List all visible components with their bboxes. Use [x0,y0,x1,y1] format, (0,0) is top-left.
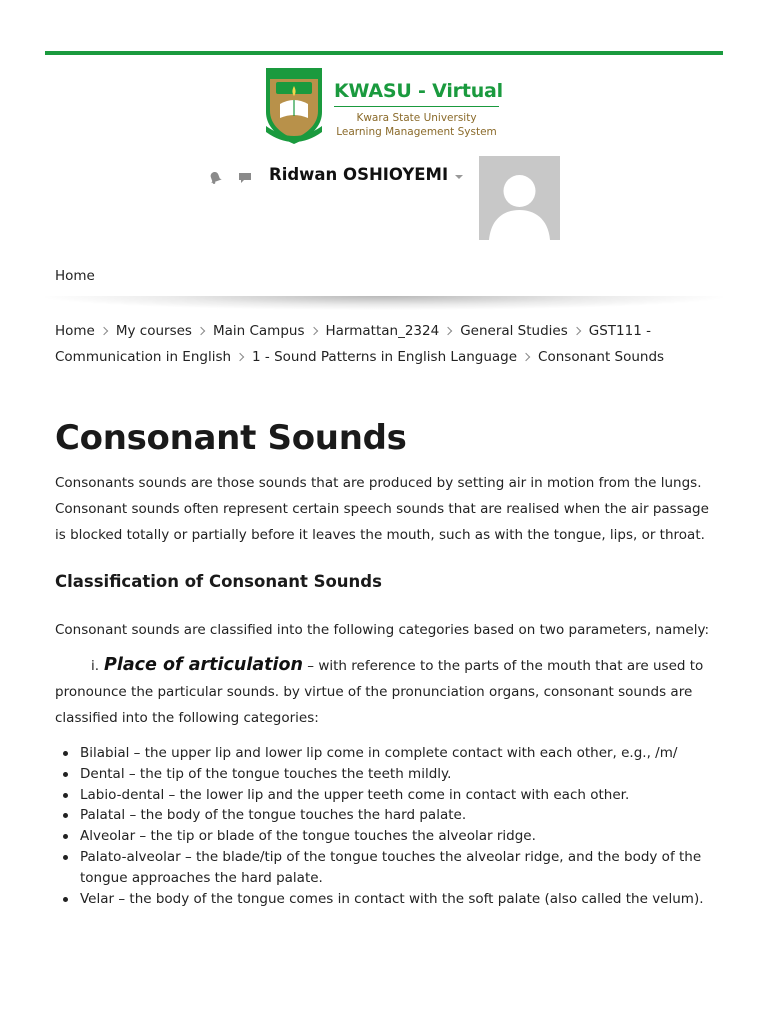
section-intro: Consonant sounds are classified into the following categories based on two parameters, namely: [55,622,710,638]
item-term: Place of articulation [104,655,303,675]
brand-divider [334,106,499,107]
intro-paragraph: Consonants sounds are those sounds that are produced by setting air in motion from the lungs. Consonant sounds often represent certain speech sounds that are realised when the air passage is blocked totally or partially before it leaves the mouth, such as with the tongue, lips, or throat. [55,475,709,543]
breadcrumb-item[interactable]: 1 - Sound Patterns in English Language [252,349,518,365]
articulation-categories-list [63,743,723,909]
list-item: Labio-dental – the lower lip and the upper teeth come in contact with each other. [63,785,723,806]
chevron-right-icon [100,327,108,335]
user-menu [205,156,565,242]
top-accent-bar [45,51,723,55]
nav-divider [45,296,723,310]
brand-subtitle-line2: Learning Management System [336,126,497,138]
brand-title: KWASU - Virtual [334,80,503,102]
item-numeral: i. [90,658,99,674]
bell-icon[interactable] [208,170,222,184]
chevron-right-icon [522,353,530,361]
chevron-right-icon [444,327,452,335]
brand-subtitle-line1: Kwara State University [356,112,477,124]
item-description: – with reference to the parts of the mouth that are used to pronounce the particular sounds. by virtue of the pronunciation organs, consonant sounds are classified into the following categories: [55,658,704,726]
breadcrumb-item[interactable]: Main Campus [212,323,305,339]
list-item: Dental – the tip of the tongue touches the teeth mildly. [63,764,723,785]
list-item: Palato-alveolar – the blade/tip of the tongue touches the alveolar ridge, and the body of the tongue approaches the hard palate. [63,847,723,889]
list-item: Velar – the body of the tongue comes in contact with the soft palate (also called the velum). [63,889,723,910]
chevron-right-icon [309,327,317,335]
chat-icon[interactable] [238,171,252,185]
chevron-right-icon [573,327,581,335]
list-item: Alveolar – the tip or blade of the tongue touches the alveolar ridge. [63,826,723,847]
nav-home-link[interactable]: Home [55,268,95,284]
breadcrumb-item[interactable]: My courses [115,323,192,339]
chevron-right-icon [236,353,244,361]
site-logo[interactable] [262,66,512,148]
list-item: Bilabial – the upper lip and lower lip come in complete contact with each other, e.g., /m/ [63,743,723,764]
page-title: Consonant Sounds [55,418,407,458]
list-item-place-of-articulation [55,652,725,731]
breadcrumb-item[interactable]: General Studies [460,323,568,339]
avatar[interactable] [479,156,560,240]
breadcrumb-item[interactable]: Home [55,323,95,339]
breadcrumb [55,318,725,370]
breadcrumb-item: Consonant Sounds [538,349,665,365]
chevron-right-icon [197,327,205,335]
list-item: Palatal – the body of the tongue touches the hard palate. [63,805,723,826]
kwasu-crest-logo [262,66,326,148]
user-name[interactable]: Ridwan OSHIOYEMI [269,165,449,184]
breadcrumb-item[interactable]: Harmattan_2324 [325,323,440,339]
section-heading: Classification of Consonant Sounds [55,572,382,591]
chevron-down-icon[interactable] [455,175,463,179]
user-silhouette-icon [479,156,560,240]
breadcrumb-item[interactable]: GST111 - Communication in English [55,323,651,365]
